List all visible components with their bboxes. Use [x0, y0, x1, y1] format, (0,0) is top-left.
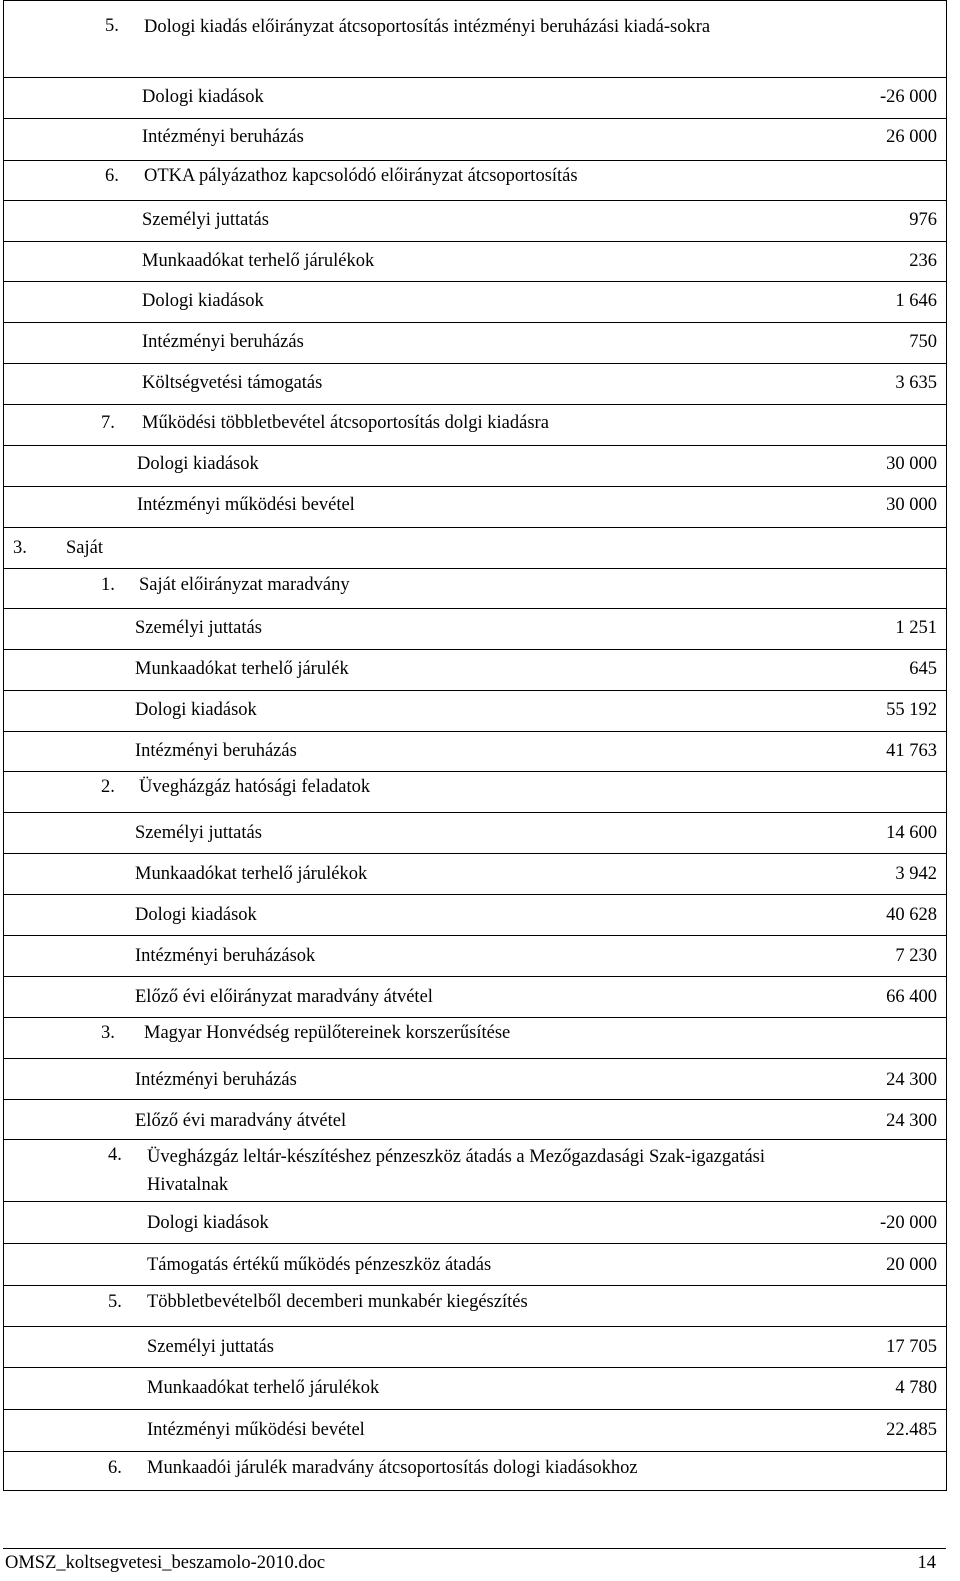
- item-label: Munkaadókat terhelő járulék: [135, 659, 349, 679]
- item-number: 2.: [101, 777, 115, 797]
- item-label: Költségvetési támogatás: [142, 373, 323, 393]
- item-value: 17 705: [886, 1337, 937, 1357]
- budget-table: [3, 0, 947, 1491]
- item-number: 6.: [108, 1458, 122, 1478]
- page-footer: [3, 1548, 946, 1575]
- item-label: Dologi kiadások: [135, 700, 257, 720]
- item-value: 1 251: [895, 618, 937, 638]
- footer-page-number: 14: [917, 1553, 936, 1573]
- item-label: Intézményi beruházás: [142, 332, 304, 352]
- item-label: Előző évi maradvány átvétel: [135, 1111, 347, 1131]
- table-row: [4, 1059, 947, 1100]
- table-row: [4, 772, 947, 813]
- item-label: Támogatás értékű működés pénzeszköz átadás: [147, 1255, 492, 1275]
- table-row: [4, 895, 947, 936]
- item-heading: Dologi kiadás előirányzat átcsoportosítás intézményi beruházási kiadá-sokra: [144, 17, 711, 37]
- item-value: 7 230: [895, 946, 937, 966]
- table-row: [4, 1018, 947, 1059]
- table-row: [4, 854, 947, 895]
- item-value: 24 300: [886, 1070, 937, 1090]
- item-number: 3.: [101, 1023, 115, 1043]
- table-row: [4, 1410, 947, 1452]
- item-number: 6.: [105, 166, 119, 186]
- table-row: [4, 323, 947, 364]
- item-label: Intézményi működési bevétel: [147, 1420, 365, 1440]
- item-value: 4 780: [895, 1378, 937, 1398]
- table-row: [4, 650, 947, 691]
- table-row: [4, 609, 947, 650]
- table-row: [4, 78, 947, 119]
- item-label: Előző évi előirányzat maradvány átvétel: [135, 987, 433, 1007]
- table-row: [4, 1452, 947, 1491]
- section-number: 3.: [13, 538, 27, 558]
- table-row: [4, 161, 947, 201]
- item-heading: Magyar Honvédség repülőtereinek korszerűsítése: [144, 1023, 511, 1043]
- item-value: 55 192: [886, 700, 937, 720]
- item-heading: Üvegházgáz leltár-készítéshez pénzeszköz átadás a Mezőgazdasági Szak-igazgatási Hivatalnak: [147, 1147, 766, 1195]
- item-label: Munkaadókat terhelő járulékok: [135, 864, 368, 884]
- table-row: [4, 1327, 947, 1368]
- table-row: [4, 242, 947, 282]
- item-heading: Üvegházgáz hatósági feladatok: [139, 777, 371, 797]
- item-value: 645: [909, 659, 937, 679]
- table-row: [4, 528, 947, 569]
- item-label: Intézményi működési bevétel: [137, 495, 355, 515]
- item-value: 1 646: [895, 291, 937, 311]
- item-value: -20 000: [879, 1213, 937, 1233]
- item-label: Személyi juttatás: [135, 823, 262, 843]
- item-label: Intézményi beruházás: [142, 127, 304, 147]
- item-label: Munkaadókat terhelő járulékok: [142, 251, 375, 271]
- item-label: Intézményi beruházások: [135, 946, 316, 966]
- item-label: Munkaadókat terhelő járulékok: [147, 1378, 380, 1398]
- item-heading: Többletbevételből decemberi munkabér kiegészítés: [147, 1292, 528, 1312]
- item-value: 40 628: [886, 905, 937, 925]
- item-label: Dologi kiadások: [142, 291, 264, 311]
- item-label: Személyi juttatás: [135, 618, 262, 638]
- item-label: Dologi kiadások: [147, 1213, 269, 1233]
- item-label: Dologi kiadások: [137, 454, 259, 474]
- item-number: 5.: [108, 1292, 122, 1312]
- table-row: [4, 1100, 947, 1140]
- table-row: [4, 813, 947, 854]
- item-value: 26 000: [886, 127, 937, 147]
- footer-filename: OMSZ_koltsegvetesi_beszamolo-2010.doc: [5, 1553, 326, 1573]
- item-value: 20 000: [886, 1255, 937, 1275]
- item-heading: Működési többletbevétel átcsoportosítás dolgi kiadásra: [142, 413, 549, 433]
- item-value: 22.485: [886, 1420, 937, 1440]
- table-row: [4, 1286, 947, 1327]
- item-label: Dologi kiadások: [142, 87, 264, 107]
- item-number: 5.: [105, 16, 119, 36]
- item-number: 4.: [108, 1145, 122, 1165]
- item-number: 1.: [101, 575, 115, 595]
- table-row: [4, 1244, 947, 1286]
- table-row: [4, 364, 947, 405]
- item-value: -26 000: [879, 87, 937, 107]
- item-heading: Munkaadói járulék maradvány átcsoportosítás dologi kiadásokhoz: [147, 1458, 638, 1478]
- item-value: 66 400: [886, 987, 937, 1007]
- item-value: 41 763: [886, 741, 937, 761]
- item-label: Intézményi beruházás: [135, 1070, 297, 1090]
- item-heading: Saját előirányzat maradvány: [139, 575, 350, 595]
- item-heading: OTKA pályázathoz kapcsolódó előirányzat átcsoportosítás: [144, 166, 578, 186]
- table-row: [4, 446, 947, 487]
- table-row: [4, 936, 947, 977]
- table-row: [4, 1202, 947, 1244]
- item-value: 3 942: [895, 864, 937, 884]
- table-row: [4, 691, 947, 732]
- item-value: 236: [909, 251, 937, 271]
- table-row: [4, 282, 947, 323]
- table-row: [4, 1140, 947, 1202]
- item-number: 7.: [101, 413, 115, 433]
- item-label: Intézményi beruházás: [135, 741, 297, 761]
- item-label: Személyi juttatás: [147, 1337, 274, 1357]
- table-row: [4, 201, 947, 242]
- table-row: [4, 569, 947, 609]
- item-value: 24 300: [886, 1111, 937, 1131]
- table-row: [4, 119, 947, 161]
- table-row: [4, 977, 947, 1018]
- table-row: [4, 1, 947, 78]
- item-value: 14 600: [886, 823, 937, 843]
- item-value: 750: [909, 332, 937, 352]
- item-value: 30 000: [886, 495, 937, 515]
- table-row: [4, 1368, 947, 1410]
- section-heading: Saját: [66, 538, 103, 558]
- item-value: 3 635: [895, 373, 937, 393]
- item-label: Dologi kiadások: [135, 905, 257, 925]
- table-row: [4, 732, 947, 772]
- item-value: 30 000: [886, 454, 937, 474]
- item-value: 976: [909, 210, 937, 230]
- table-row: [4, 487, 947, 528]
- item-label: Személyi juttatás: [142, 210, 269, 230]
- table-row: [4, 405, 947, 446]
